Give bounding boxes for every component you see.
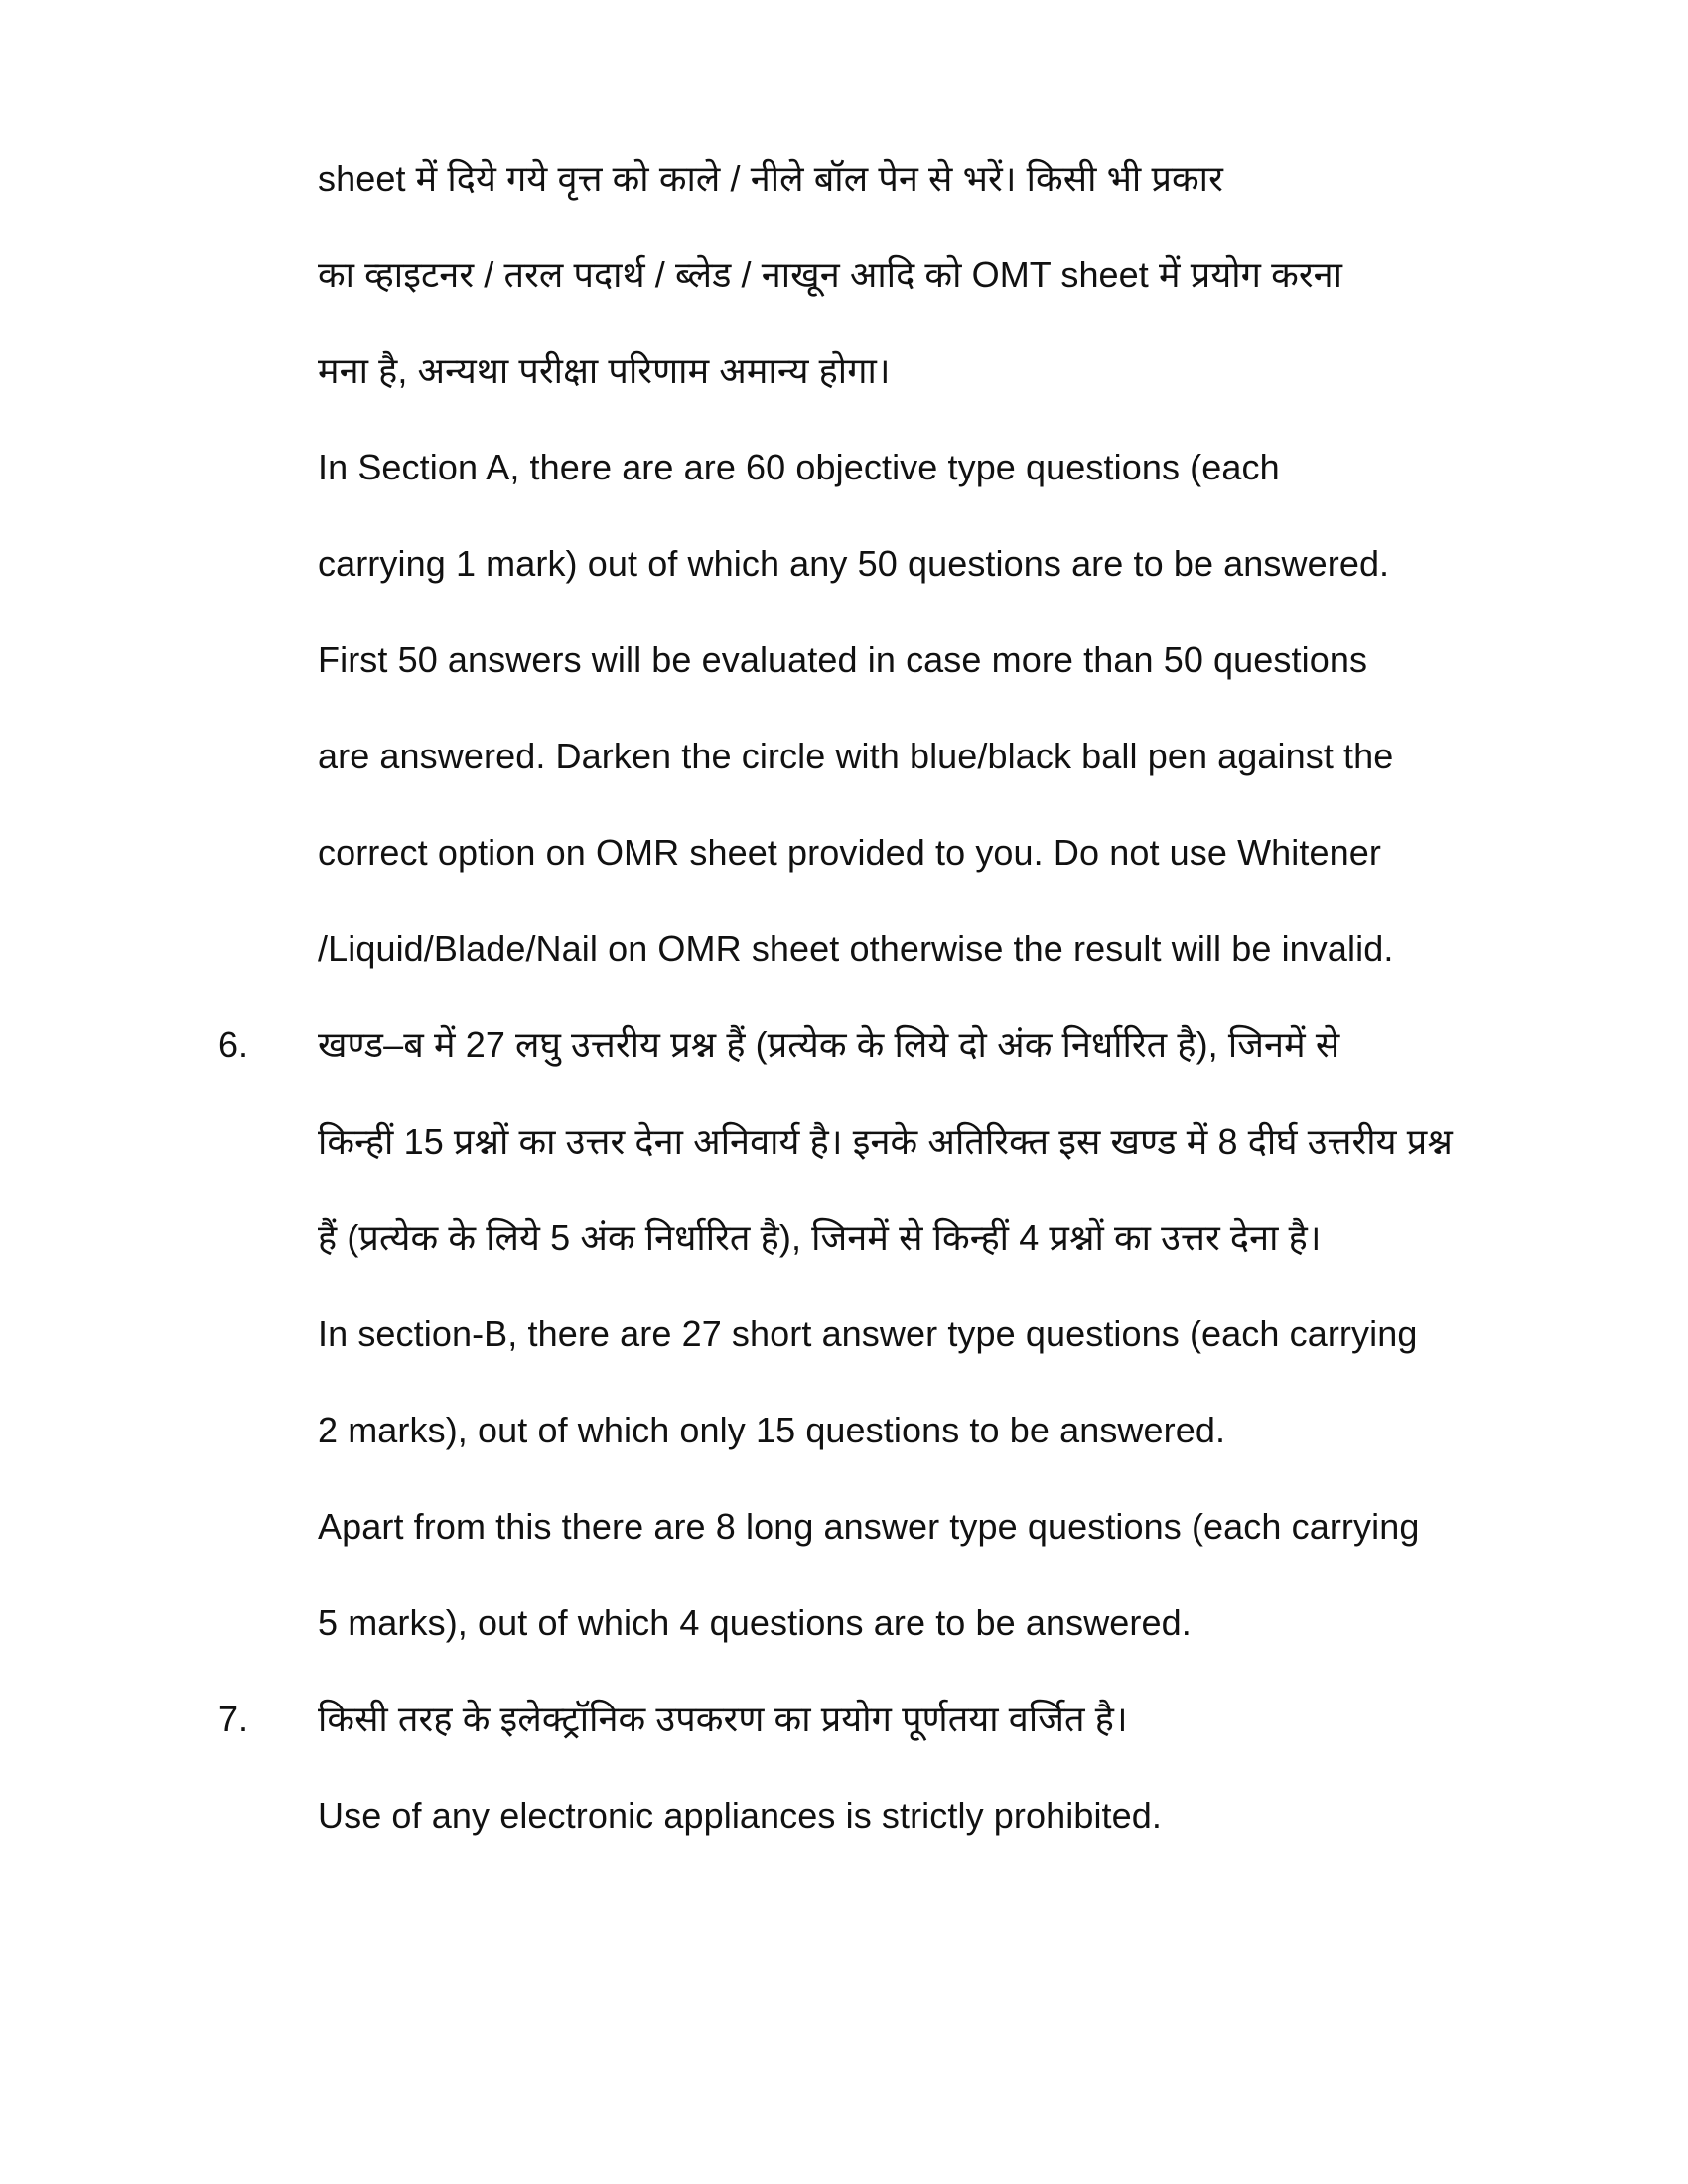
instruction-line: First 50 answers will be evaluated in case more than 50 questions [318,639,1368,680]
instruction-line: carrying 1 mark) out of which any 50 questions are to be answered. [318,543,1390,584]
instruction-line: का व्हाइटनर / तरल पदार्थ / ब्लेड / नाखून आदि को OMT sheet में प्रयोग करना [318,254,1343,295]
item6-line: 2 marks), out of which only 15 questions to be answered. [318,1410,1226,1450]
item6-line: किन्हीं 15 प्रश्नों का उत्तर देना अनिवार्य है। इनके अतिरिक्त इस खण्ड में 8 दीर्घ उत्तरीय प्रश्न [318,1121,1453,1161]
item6-line: हैं (प्रत्येक के लिये 5 अंक निर्धारित है), जिनमें से किन्हीं 4 प्रश्नों का उत्तर देना है। [318,1217,1322,1258]
instruction-line: In Section A, there are are 60 objective type questions (each [318,447,1280,487]
item7-line: किसी तरह के इलेक्ट्रॉनिक उपकरण का प्रयोग पूर्णतया वर्जित है। [318,1699,1128,1739]
instruction-line: sheet में दिये गये वृत्त को काले / नीले बॉल पेन से भरें। किसी भी प्रकार [318,158,1223,199]
instruction-line: are answered. Darken the circle with blue/black ball pen against the [318,736,1394,776]
item6-line: In section-B, there are 27 short answer type questions (each carrying [318,1313,1418,1354]
instruction-line: /Liquid/Blade/Nail on OMR sheet otherwise the result will be invalid. [318,928,1394,969]
item-number-7: 7. [218,1699,249,1739]
item6-line: 5 marks), out of which 4 questions are to be answered. [318,1602,1192,1643]
item-number-6: 6. [218,1024,249,1065]
item6-line: खण्ड–ब में 27 लघु उत्तरीय प्रश्न हैं (प्रत्येक के लिये दो अंक निर्धारित है), जिनमें से [318,1024,1340,1065]
item7-line: Use of any electronic appliances is strictly prohibited. [318,1795,1162,1836]
instruction-line: मना है, अन्यथा परीक्षा परिणाम अमान्य होगा। [318,350,891,391]
item6-line: Apart from this there are 8 long answer type questions (each carrying [318,1506,1420,1547]
instruction-line: correct option on OMR sheet provided to you. Do not use Whitener [318,832,1381,873]
